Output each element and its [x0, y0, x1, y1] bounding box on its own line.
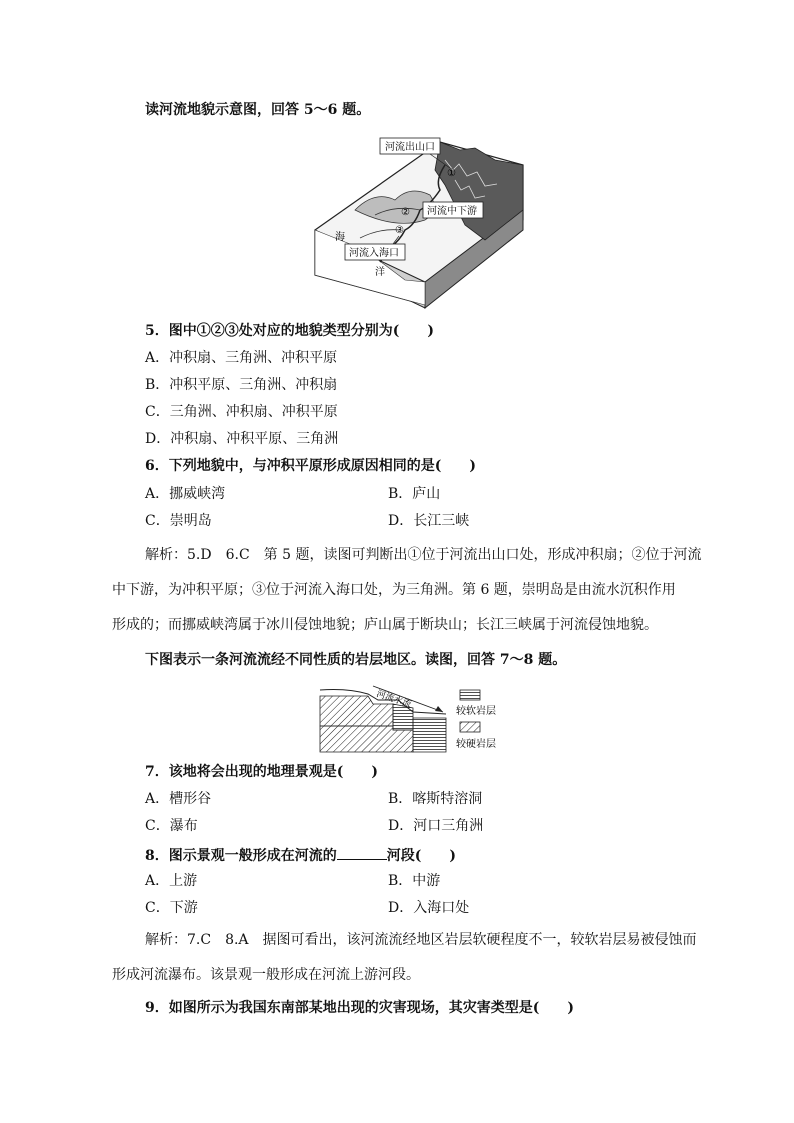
intro-7-8: 下图表示一条河流流经不同性质的岩层地区。读图，回答 7～8 题。 [145, 652, 567, 668]
question-9: 9．如图所示为我国东南部某地出现的灾害现场，其灾害类型是( ) [145, 1000, 574, 1016]
q6-option-b: B．庐山 [388, 486, 441, 502]
q8-blank [337, 845, 387, 860]
rock-strata-diagram [318, 682, 508, 754]
question-5: 5．图中①②③处对应的地貌类型分别为( ) [145, 323, 434, 339]
q7-option-d: D．河口三角洲 [388, 818, 484, 834]
label-sea: 海 [335, 232, 345, 243]
q5-option-c: C．三角洲、冲积扇、冲积平原 [145, 404, 338, 420]
legend-soft-swatch [460, 690, 480, 700]
q8-stem-start: 8．图示景观一般形成在河流的 [145, 848, 337, 864]
marker-3: ③ [395, 225, 404, 236]
label-ocean: 洋 [375, 267, 385, 278]
intro-5-6: 读河流地貌示意图，回答 5～6 题。 [145, 102, 371, 118]
q7-option-c: C．瀑布 [145, 818, 198, 834]
legend-hard-label: 较硬岩层 [456, 739, 496, 750]
explanation-5-6-line-2: 中下游，为冲积平原；③位于河流入海口处，为三角洲。第 6 题，崇明岛是由流水沉积作用 [112, 582, 676, 598]
q5-option-d: D．冲积扇、冲积平原、三角洲 [145, 431, 339, 447]
q7-option-a: A．槽形谷 [145, 791, 212, 807]
q8-stem-end: 河段( ) [386, 848, 456, 864]
question-6: 6．下列地貌中，与冲积平原形成原因相同的是( ) [145, 458, 476, 474]
flow-label: 河流水流 [375, 689, 413, 710]
explanation-5-6-line-3: 形成的；而挪威峡湾属于冰川侵蚀地貌；庐山属于断块山；长江三峡属于河流侵蚀地貌。 [112, 617, 658, 633]
explanation-7-8-line-1: 解析：7.C 8.A 据图可看出，该河流流经地区岩层软硬程度不一，较软岩层易被侵蚀而 [145, 932, 697, 948]
legend-hard-swatch [460, 722, 480, 732]
label-river-outlet: 河流出山口 [385, 142, 435, 153]
marker-1: ① [447, 168, 456, 179]
label-river-mouth: 河流入海口 [349, 248, 399, 259]
q5-option-a: A．冲积扇、三角洲、冲积平原 [145, 350, 338, 366]
q6-option-d: D．长江三峡 [388, 513, 470, 529]
q5-option-b: B．冲积平原、三角洲、冲积扇 [145, 377, 338, 393]
label-river-middle: 河流中下游 [427, 206, 477, 217]
question-8 [145, 845, 456, 865]
explanation-7-8-line-2: 形成河流瀑布。该景观一般形成在河流上游河段。 [112, 967, 420, 983]
explanation-5-6-line-1: 解析：5.D 6.C 第 5 题，读图可判断出①位于河流出山口处，形成冲积扇；②位于河流 [145, 547, 702, 563]
river-landform-diagram [295, 130, 535, 315]
q8-option-c: C．下游 [145, 900, 198, 916]
q7-option-b: B．喀斯特溶洞 [388, 791, 483, 807]
q8-option-a: A．上游 [145, 873, 198, 889]
legend-soft-label: 较软岩层 [456, 706, 496, 717]
q8-option-d: D．入海口处 [388, 900, 470, 916]
q8-option-b: B．中游 [388, 873, 441, 889]
marker-2: ② [401, 207, 410, 218]
q6-option-a: A．挪威峡湾 [145, 486, 226, 502]
question-7: 7．该地将会出现的地理景观是( ) [145, 764, 378, 780]
q6-option-c: C．崇明岛 [145, 513, 212, 529]
